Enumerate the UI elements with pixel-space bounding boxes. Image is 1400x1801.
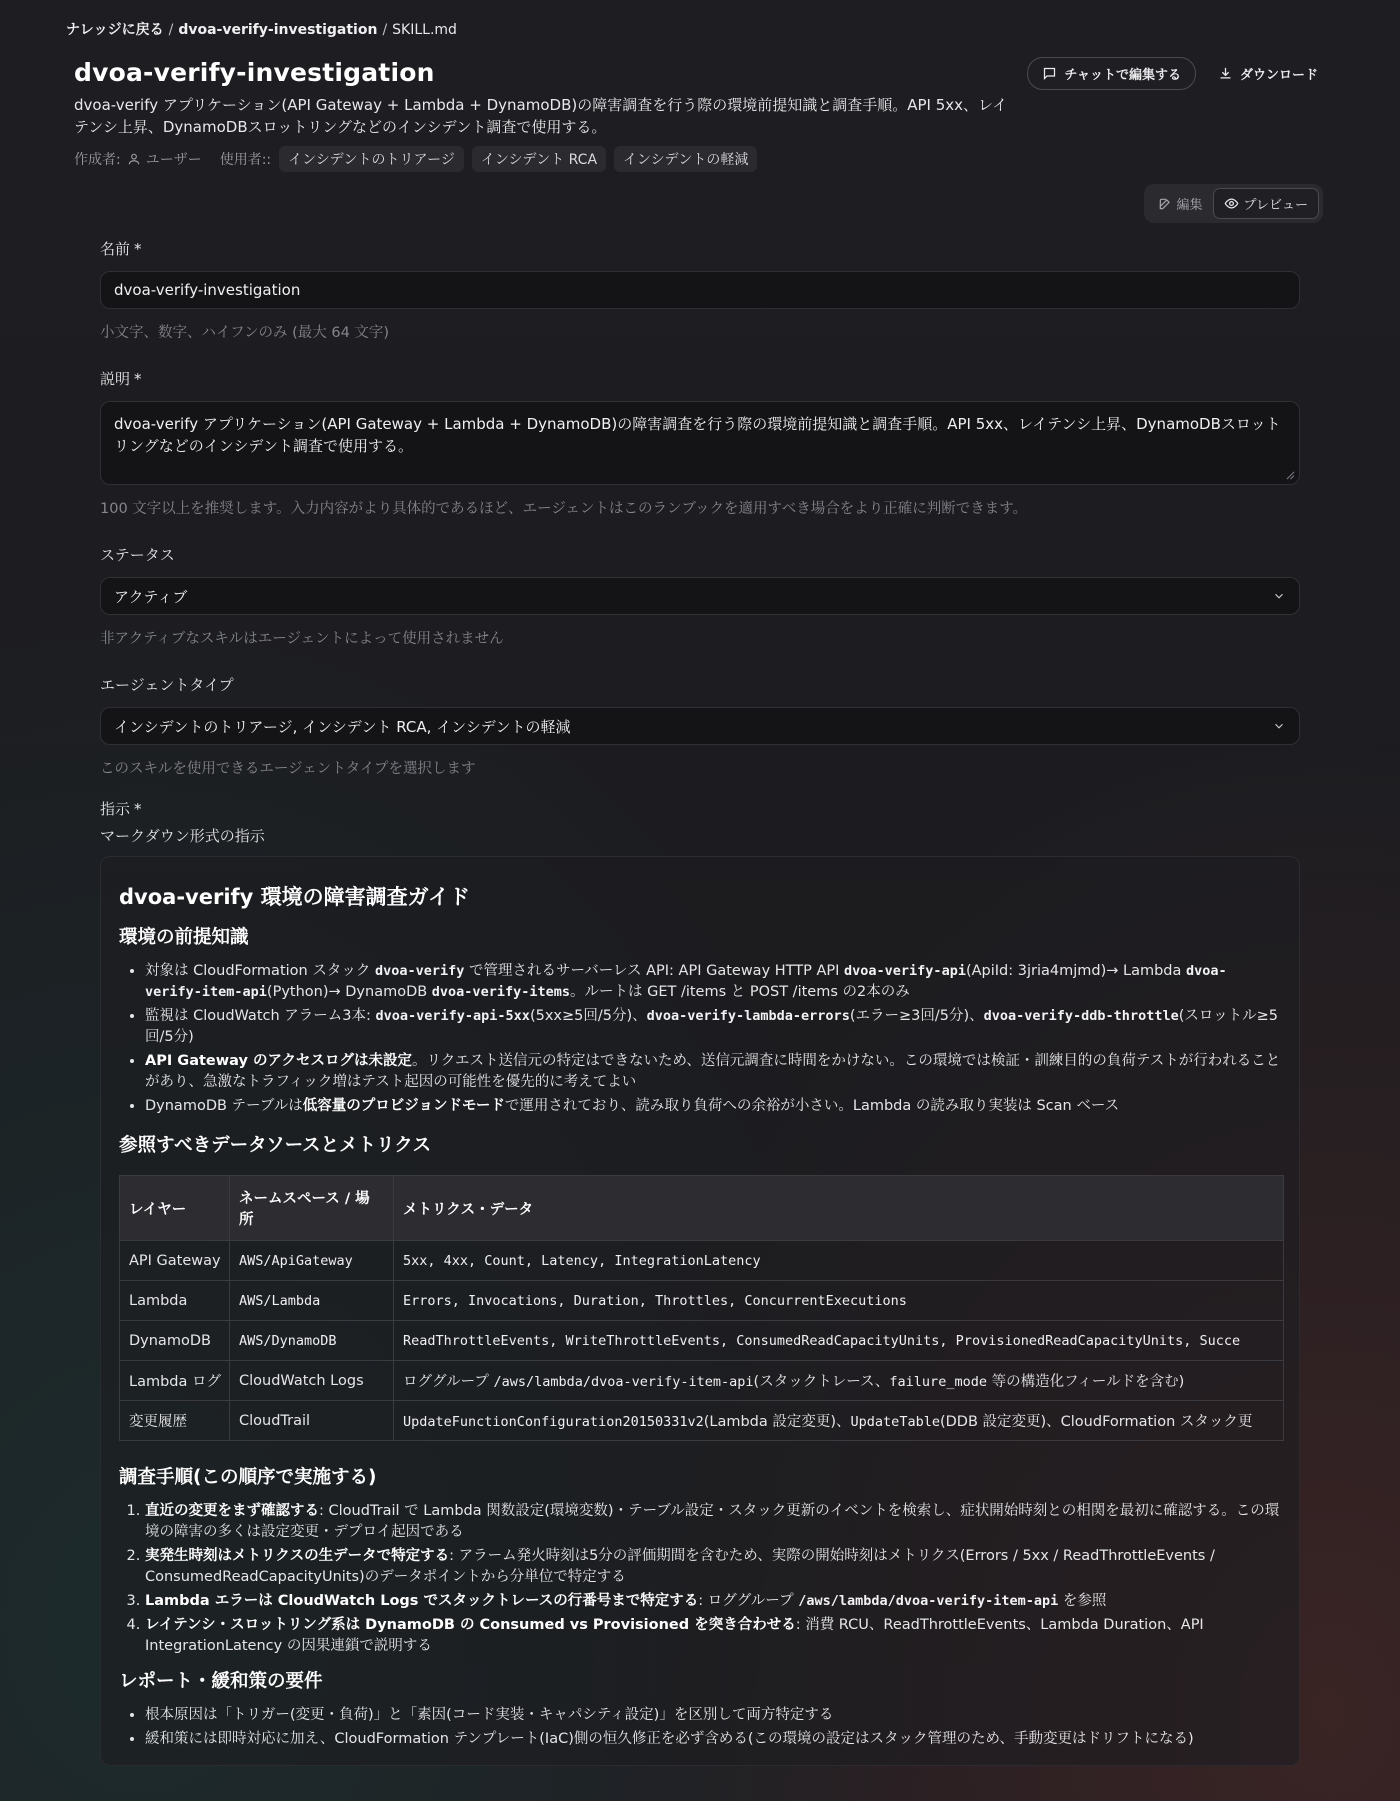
edit-icon [1158, 197, 1172, 211]
edit-in-chat-button[interactable] [1027, 57, 1196, 90]
edit-toggle-label: 編集 [1176, 198, 1203, 213]
table-cell: ReadThrottleEvents, WriteThrottleEvents, ConsumedReadCapacityUnits, ProvisionedReadCapacityUnits, Succe [394, 1321, 1284, 1361]
table-header-row [120, 1176, 1284, 1241]
env-list [145, 961, 1281, 1117]
table-header: レイヤー [120, 1176, 230, 1241]
skill-header [74, 58, 1014, 172]
description-hint: 100 文字以上を推奨します。入力内容がより具体的であるほど、エージェントはこのランブックを適用すべき場合をより正確に判断できます。 [100, 501, 1028, 517]
preview-toggle-label: プレビュー [1243, 198, 1308, 213]
preview-toggle[interactable] [1213, 188, 1319, 219]
breadcrumb-back-link[interactable]: ナレッジに戻る [66, 22, 164, 38]
md-heading-1: dvoa-verify 環境の障害調査ガイド [119, 885, 471, 909]
used-by-chip: インシデント RCA [472, 146, 606, 172]
used-by-chip: インシデントのトリアージ [279, 146, 464, 172]
steps-list [145, 1501, 1281, 1657]
status-label: ステータス [100, 546, 175, 564]
list-item: 2. 実発生時刻はメトリクスの生データで特定する: アラーム発火時刻は5分の評価期間を含むため、実際の開始時刻はメトリクス(Errors / 5xx / ReadThrottleEvents / ConsumedReadCapacityUnits)のデータポイントから分単位で特定する [145, 1546, 1281, 1588]
agent-type-hint: このスキルを使用できるエージェントタイプを選択します [100, 761, 476, 777]
table-cell: ロググループ /aws/lambda/dvoa-verify-item-api(スタックトレース、failure_mode 等の構造化フィールドを含む) [394, 1361, 1284, 1401]
list-item: • 緩和策には即時対応に加え、CloudFormation テンプレート(IaC)側の恒久修正を必ず含める(この環境の設定はスタック管理のため、手動変更はドリフトになる) [145, 1729, 1281, 1750]
md-heading-env: 環境の前提知識 [119, 927, 249, 948]
table-cell: Errors, Invocations, Duration, Throttles, ConcurrentExecutions [394, 1281, 1284, 1321]
skill-description: dvoa-verify アプリケーション(API Gateway + Lambda + DynamoDB)の障害調査を行う際の環境前提知識と調査手順。API 5xx、レイテンシ上昇、DynamoDBスロットリングなどのインシデント調査で使用する。 [74, 96, 1008, 136]
list-item: • 対象は CloudFormation スタック dvoa-verify で管理されるサーバーレス API: API Gateway HTTP API dvoa-verify-api(ApiId: 3jria4mjmd)→ Lambda dvoa-verify-item-api(Python)→ DynamoDB dvoa-verify-items。ルートは GET /items と POST /items の2本のみ [145, 961, 1281, 1003]
table-cell: Lambda ログ [120, 1361, 230, 1401]
description-group [100, 368, 1300, 518]
chat-icon [1042, 66, 1057, 81]
list-item: 1. 直近の変更をまず確認する: CloudTrail で Lambda 関数設定(環境変数)・テーブル設定・スタック更新のイベントを検索し、症状開始時刻との相関を最初に確認する。この環境の障害の多くは設定変更・デプロイ起因である [145, 1501, 1281, 1543]
list-item: • 根本原因は「トリガー(変更・負荷)」と「素因(コード実装・キャパシティ設定)」を区別して両方特定する [145, 1705, 1281, 1726]
breadcrumb: ナレッジに戻る / dvoa-verify-investigation / SKILL.md [66, 22, 457, 38]
table-cell: AWS/Lambda [230, 1281, 394, 1321]
description-text: dvoa-verify アプリケーション(API Gateway + Lambda + DynamoDB)の障害調査を行う際の環境前提知識と調査手順。API 5xx、レイテンシ上昇、DynamoDBスロットリングなどのインシデント調査で使用する。 [114, 415, 1281, 455]
table-row [120, 1361, 1284, 1401]
used-by-label: 使用者:: [219, 152, 272, 168]
agent-type-group [100, 674, 1300, 778]
status-value: アクティブ [114, 587, 188, 606]
eye-icon [1224, 196, 1239, 211]
status-group [100, 544, 1300, 648]
table-cell: 変更履歴 [120, 1401, 230, 1441]
table-row [120, 1281, 1284, 1321]
used-by-chip: インシデントの軽減 [614, 146, 757, 172]
page-title: dvoa-verify-investigation [74, 58, 435, 87]
edit-toggle[interactable] [1148, 188, 1213, 219]
user-icon [127, 152, 141, 166]
edit-in-chat-label: チャットで編集する [1064, 68, 1181, 83]
table-cell: CloudWatch Logs [230, 1361, 394, 1401]
metrics-table [119, 1175, 1284, 1441]
name-label: 名前 * [100, 240, 142, 258]
table-row [120, 1321, 1284, 1361]
skill-meta [74, 146, 1014, 172]
agent-type-value: インシデントのトリアージ, インシデント RCA, インシデントの軽減 [114, 717, 571, 736]
name-hint: 小文字、数字、ハイフンのみ (最大 64 文字) [100, 325, 390, 341]
table-cell: CloudTrail [230, 1401, 394, 1441]
list-item: • 監視は CloudWatch アラーム3本: dvoa-verify-api-5xx(5xx≥5回/5分)、dvoa-verify-lambda-errors(エラー≥3回/5分)、dvoa-verify-ddb-throttle(スロットル≥5回/5分) [145, 1006, 1281, 1048]
md-heading-report: レポート・緩和策の要件 [119, 1671, 323, 1692]
table-row [120, 1241, 1284, 1281]
skill-form [100, 238, 1300, 1766]
description-textarea[interactable] [100, 401, 1300, 485]
chevron-down-icon [1272, 589, 1286, 603]
status-select[interactable] [100, 577, 1300, 615]
markdown-preview [100, 856, 1300, 1766]
table-cell: UpdateFunctionConfiguration20150331v2(Lambda 設定変更)、UpdateTable(DDB 設定変更)、CloudFormation スタック更 [394, 1401, 1284, 1441]
name-input[interactable]: dvoa-verify-investigation [100, 271, 1300, 309]
list-item: • API Gateway のアクセスログは未設定。リクエスト送信元の特定はできないため、送信元調査に時間をかけない。この環境では検証・訓練目的の負荷テストが行われることがあり、急激なトラフィック増はテスト起因の可能性を優先的に考えてよい [145, 1051, 1281, 1093]
table-row [120, 1401, 1284, 1441]
instructions-label: 指示 * [100, 800, 142, 818]
table-cell: API Gateway [120, 1241, 230, 1281]
table-header: ネームスペース / 場所 [230, 1176, 394, 1241]
resize-handle-icon[interactable] [1286, 471, 1295, 480]
agent-type-label: エージェントタイプ [100, 676, 234, 694]
chevron-down-icon [1272, 719, 1286, 733]
author-name: ユーザー [145, 152, 202, 168]
download-icon [1218, 66, 1233, 81]
table-cell: Lambda [120, 1281, 230, 1321]
instructions-group [100, 798, 1300, 1766]
breadcrumb-skill-link[interactable]: dvoa-verify-investigation [178, 22, 378, 38]
name-group [100, 238, 1300, 342]
description-label: 説明 * [100, 370, 142, 388]
agent-type-select[interactable] [100, 707, 1300, 745]
table-cell: 5xx, 4xx, Count, Latency, IntegrationLatency [394, 1241, 1284, 1281]
md-heading-steps: 調査手順(この順序で実施する) [119, 1467, 377, 1488]
list-item: • DynamoDB テーブルは低容量のプロビジョンドモードで運用されており、読み取り負荷への余裕が小さい。Lambda の読み取り実装は Scan ベース [145, 1096, 1281, 1117]
download-button[interactable] [1218, 64, 1318, 83]
author-label: 作成者: [74, 152, 121, 168]
download-label: ダウンロード [1239, 68, 1318, 83]
view-toggle [1144, 184, 1324, 223]
table-header: メトリクス・データ [394, 1176, 1284, 1241]
report-list [145, 1705, 1281, 1750]
list-item: 4. レイテンシ・スロットリング系は DynamoDB の Consumed vs Provisioned を突き合わせる: 消費 RCU、ReadThrottleEvents、Lambda Duration、API IntegrationLatency の因果連鎖で説明する [145, 1615, 1281, 1657]
author [127, 149, 202, 169]
instructions-sublabel: マークダウン形式の指示 [100, 827, 265, 845]
header-actions [1027, 57, 1318, 90]
md-heading-sources: 参照すべきデータソースとメトリクス [119, 1135, 432, 1156]
status-hint: 非アクティブなスキルはエージェントによって使用されません [100, 631, 504, 647]
breadcrumb-file: SKILL.md [392, 22, 457, 38]
list-item: 3. Lambda エラーは CloudWatch Logs でスタックトレースの行番号まで特定する: ロググループ /aws/lambda/dvoa-verify-item-api を参照 [145, 1591, 1281, 1612]
table-cell: AWS/ApiGateway [230, 1241, 394, 1281]
table-cell: DynamoDB [120, 1321, 230, 1361]
table-cell: AWS/DynamoDB [230, 1321, 394, 1361]
